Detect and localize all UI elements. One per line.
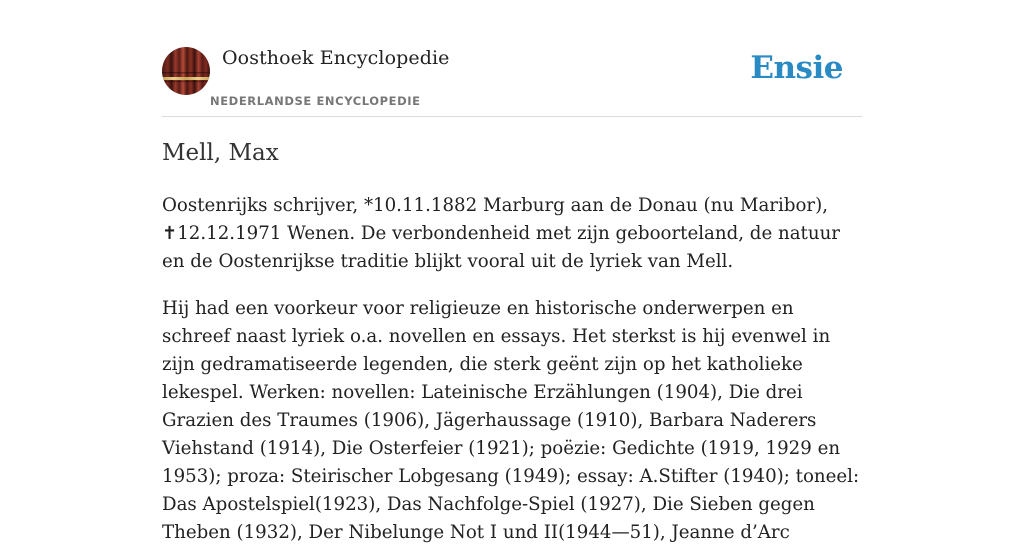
site-title[interactable]: Oosthoek Encyclopedie	[222, 47, 450, 69]
page-container	[162, 0, 862, 543]
site-subtitle: NEDERLANDSE ENCYCLOPEDIE	[210, 94, 421, 108]
article-title: Mell, Max	[162, 140, 279, 166]
article-paragraph-2: Hij had een voorkeur voor religieuze en historische onderwerpen en schreef naast lyriek o.a. novellen en essays. Het sterkst is hij evenwel in zijn gedramatiseerde legenden, die sterk geënt zijn op het katholieke lekespel. Werken: novellen: Lateinische Erzählungen (1904), Die drei Grazien des Traumes (1906), Jägerhaussage (1910), Barbara Naderers Viehstand (1914), Die Osterfeier (1921); poëzie: Gedichte (1919, 1929 en 1953); proza: Steirischer Lobgesang (1949); essay: A.Stifter (1940); toneel: Das Apostelspiel(1923), Das Nachfolge-Spiel (1927), Die Sieben gegen Theben (1932), Der Nibelunge Not I und II(1944—51), Jeanne d’Arc	[162, 298, 860, 543]
site-logo-icon[interactable]	[162, 47, 210, 95]
ensie-brand-logo[interactable]: Ensie	[750, 50, 843, 86]
article-paragraph-1: Oostenrijks schrijver, *10.11.1882 Marburg aan de Donau (nu Maribor), ✝12.12.1971 Wenen. De verbondenheid met zijn geboorteland, de natuur en de Oostenrijkse traditie blijkt vooral uit de lyriek van Mell.	[162, 195, 840, 272]
site-header	[162, 0, 862, 117]
